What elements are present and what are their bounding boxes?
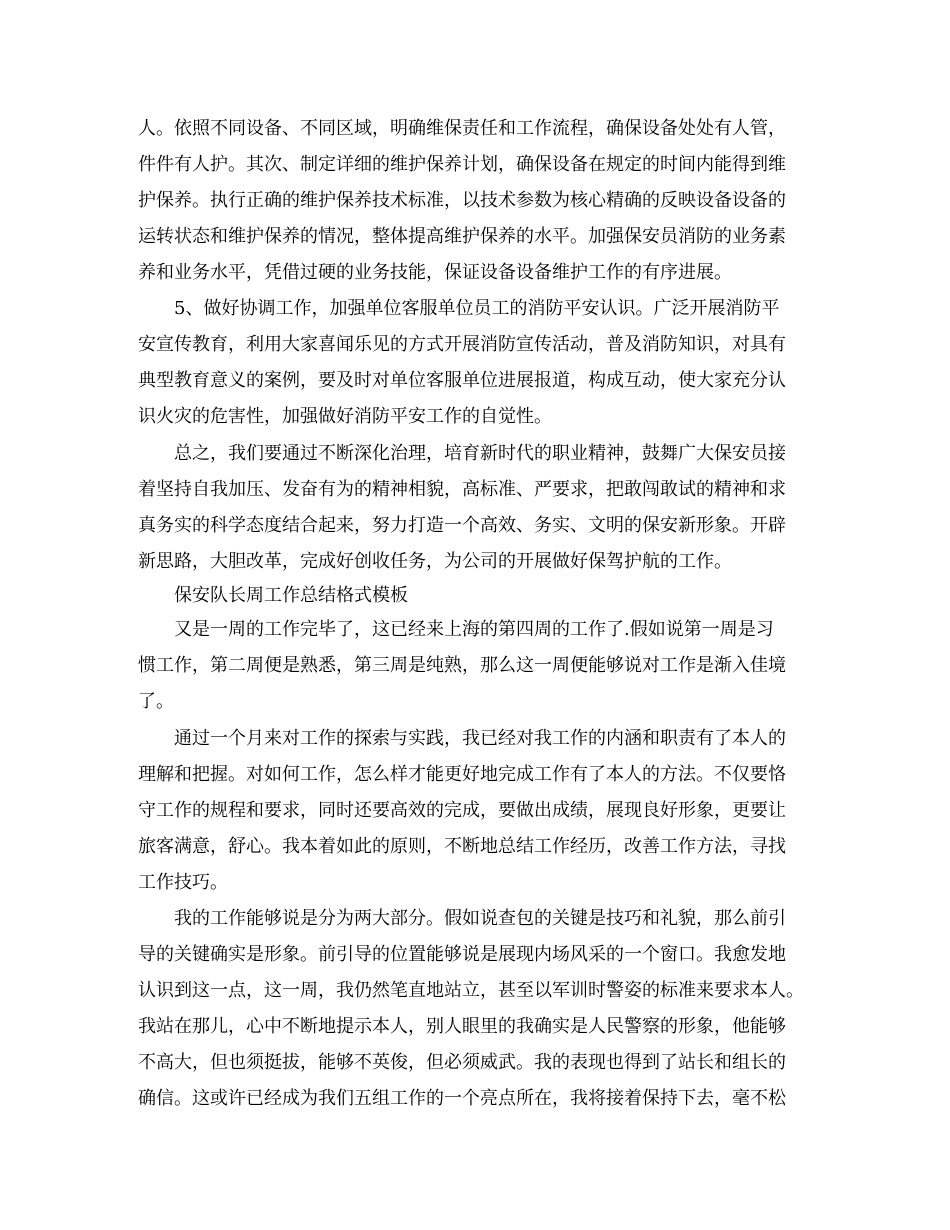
text-line: 守工作的规程和要求，同时还要高效的完成，要做出成绩，展现良好形象，更要让 xyxy=(138,800,786,821)
section-heading: 保安队长周工作总结格式模板 xyxy=(174,585,408,606)
text-line: 理解和把握。对如何工作，怎么样才能更好地完成工作有了本人的方法。不仅要恪 xyxy=(138,764,786,785)
text-line: 确信。这或许已经成为我们五组工作的一个亮点所在，我将接着保持下去，毫不松 xyxy=(138,1088,786,1109)
text-line: 新思路，大胆改革，完成好创收任务，为公司的开展做好保驾护航的工作。 xyxy=(138,551,732,572)
text-line: 我站在那儿，心中不断地提示本人，别人眼里的我确实是人民警察的形象，他能够 xyxy=(138,1016,786,1037)
text-line: 安宣传教育，利用大家喜闻乐见的方式开展消防宣传活动，普及消防知识，对具有 xyxy=(138,334,786,355)
text-line: 导的关键确实是形象。前引导的位置能够说是展现内场风采的一个窗口。我愈发地 xyxy=(138,944,786,965)
text-line: 养和业务水平，凭借过硬的业务技能，保证设备设备维护工作的有序进展。 xyxy=(138,262,732,283)
text-line: 又是一周的工作完毕了，这已经来上海的第四周的工作了.假如说第一周是习 xyxy=(174,619,774,640)
text-line: 了。 xyxy=(138,691,174,712)
text-line: 运转状态和维护保养的情况，整体提高维护保养的水平。加强保安员消防的业务素 xyxy=(138,226,786,247)
text-line: 真务实的科学态度结合起来，努力打造一个高效、务实、文明的保安新形象。开辟 xyxy=(138,515,786,536)
text-line: 工作技巧。 xyxy=(138,872,228,893)
text-line: 不高大，但也须挺拔，能够不英俊，但必须威武。我的表现也得到了站长和组长的 xyxy=(138,1052,786,1073)
text-line: 认识到这一点，这一周，我仍然笔直地站立，甚至以军训时警姿的标准来要求本人。 xyxy=(138,980,804,1001)
text-line: 护保养。执行正确的维护保养技术标准，以技术参数为核心精确的反映设备设备的 xyxy=(138,190,786,211)
text-line: 着坚持自我加压、发奋有为的精神相貌，高标准、严要求，把敢闯敢试的精神和求 xyxy=(138,479,786,500)
text-line: 5、做好协调工作，加强单位客服单位员工的消防平安认识。广泛开展消防平 xyxy=(174,298,780,319)
text-line: 我的工作能够说是分为两大部分。假如说查包的关键是技巧和礼貌，那么前引 xyxy=(174,908,786,929)
text-line: 通过一个月来对工作的探索与实践，我已经对我工作的内涵和职责有了本人的 xyxy=(174,728,786,749)
text-line: 惯工作，第二周便是熟悉，第三周是纯熟，那么这一周便能够说对工作是渐入佳境 xyxy=(138,655,786,676)
text-line: 件件有人护。其次、制定详细的维护保养计划，确保设备在规定的时间内能得到维 xyxy=(138,154,786,175)
text-line: 典型教育意义的案例，要及时对单位客服单位进展报道，构成互动，使大家充分认 xyxy=(138,370,786,391)
text-line: 旅客满意，舒心。我本着如此的原则，不断地总结工作经历，改善工作方法，寻找 xyxy=(138,836,786,857)
text-line: 人。依照不同设备、不同区域，明确维保责任和工作流程，确保设备处处有人管， xyxy=(138,118,786,139)
text-line: 总之，我们要通过不断深化治理，培育新时代的职业精神，鼓舞广大保安员接 xyxy=(174,443,786,464)
text-line: 识火灾的危害性，加强做好消防平安工作的自觉性。 xyxy=(138,406,552,427)
